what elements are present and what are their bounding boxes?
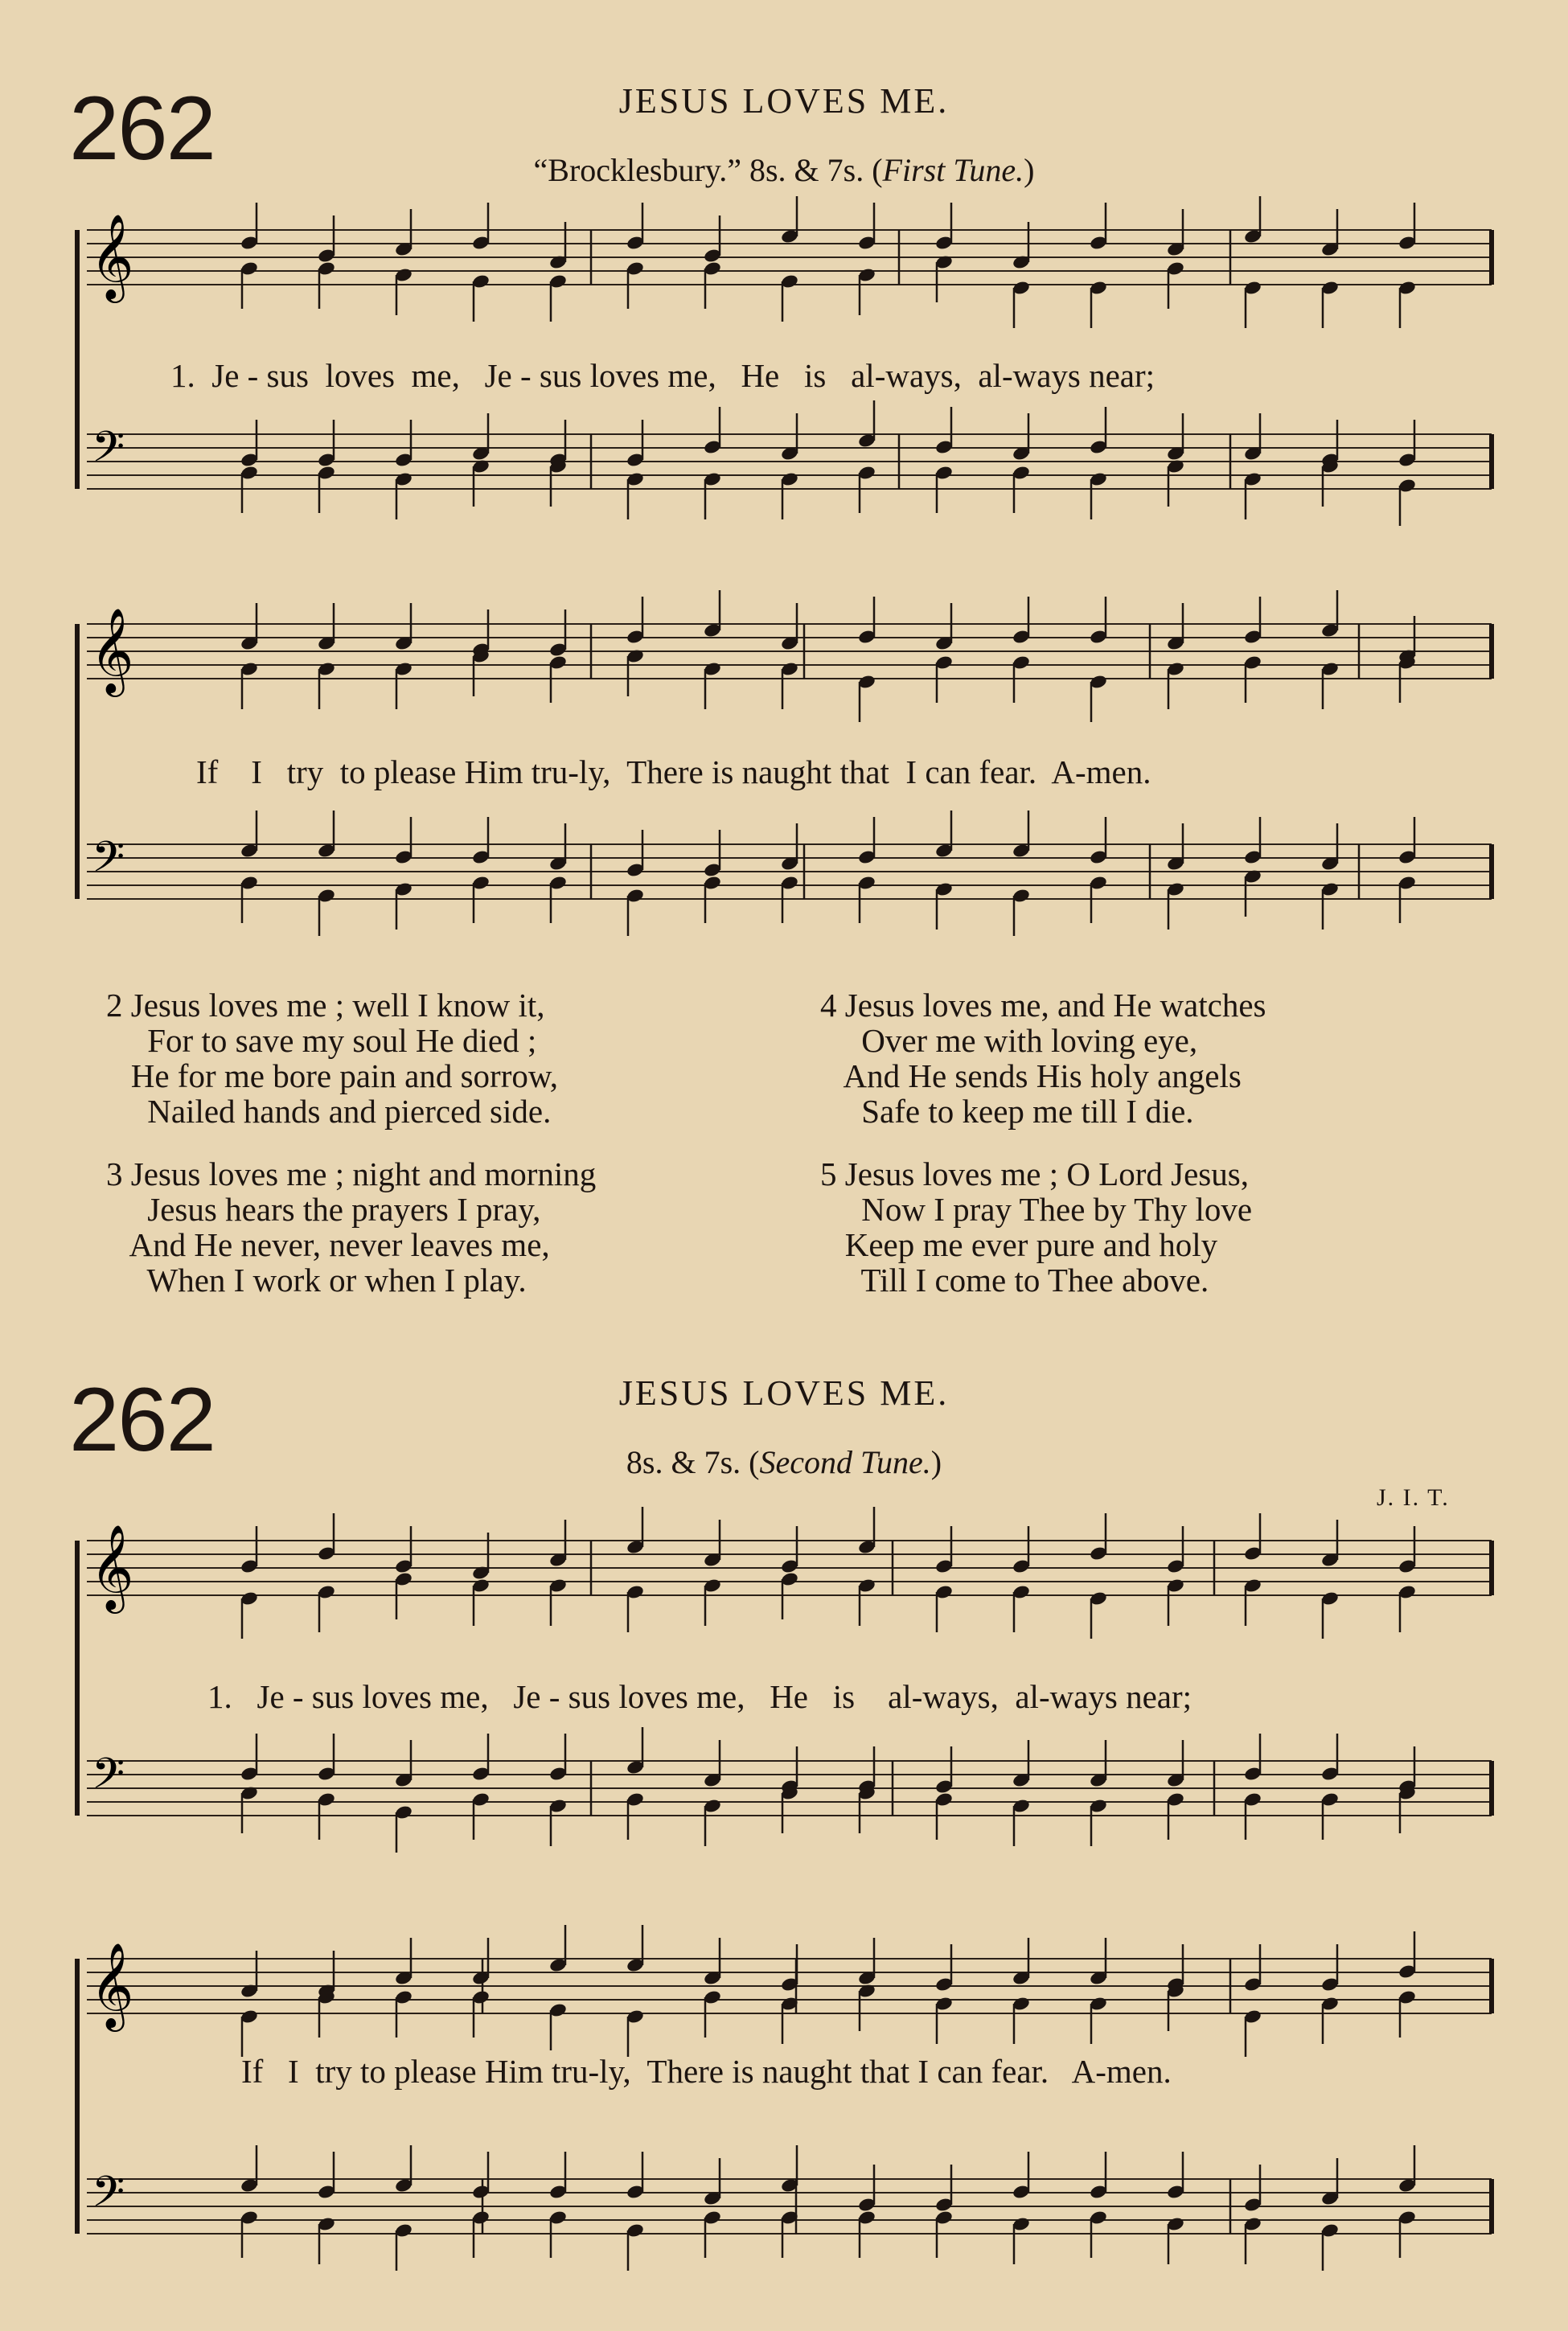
hymn-number: 262 [69, 78, 215, 179]
verse-2: 2 Jesus loves me ; well I know it, For to save my soul He died ; He for me bore pain and sorrow, Nailed hands and pierced side. [106, 987, 559, 1130]
hymn-number: 262 [69, 1369, 215, 1470]
lyric-line: If I try to please Him tru-ly, There is naught that I can fear. A-men. [241, 2053, 1172, 2090]
hymn-title: JESUS LOVES ME. [618, 1373, 950, 1413]
tune-subtitle: “Brocklesbury.” 8s. & 7s. (First Tune.) [533, 152, 1035, 188]
bass-clef: 𝄢 [92, 1750, 125, 1809]
verse-5: 5 Jesus loves me ; O Lord Jesus, Now I pray Thee by Thy love Keep me ever pure and holy Till I come to Thee above. [820, 1155, 1253, 1299]
treble-clef: 𝄞 [90, 213, 134, 299]
treble-clef: 𝄞 [90, 1524, 134, 1610]
music-system-4 [0, 1930, 1568, 2316]
lyric-line: If I try to please Him tru-ly, There is naught that I can fear. A-men. [196, 753, 1151, 790]
verse-3: 3 Jesus loves me ; night and morning Jesus hears the prayers I pray, And He never, never leaves me, When I work or when I play. [106, 1155, 597, 1299]
bass-clef: 𝄢 [92, 833, 125, 893]
lyric-line: 1. Je - sus loves me, Je - sus loves me, He is al-ways, al-ways near; [170, 357, 1155, 394]
treble-clef: 𝄞 [90, 607, 134, 693]
lyric-line: 1. Je - sus loves me, Je - sus loves me, He is al-ways, al-ways near; [207, 1678, 1192, 1715]
treble-clef: 𝄞 [90, 1942, 134, 2028]
bass-clef: 𝄢 [92, 423, 125, 482]
tune-subtitle: 8s. & 7s. (Second Tune.) [626, 1444, 942, 1480]
hymn-title: JESUS LOVES ME. [618, 81, 950, 121]
bass-clef: 𝄢 [92, 2168, 125, 2227]
composer-initials: J. I. T. [1377, 1484, 1450, 1511]
verse-4: 4 Jesus loves me, and He watches Over me with loving eye, And He sends His holy angels Safe to keep me till I die. [820, 987, 1266, 1130]
